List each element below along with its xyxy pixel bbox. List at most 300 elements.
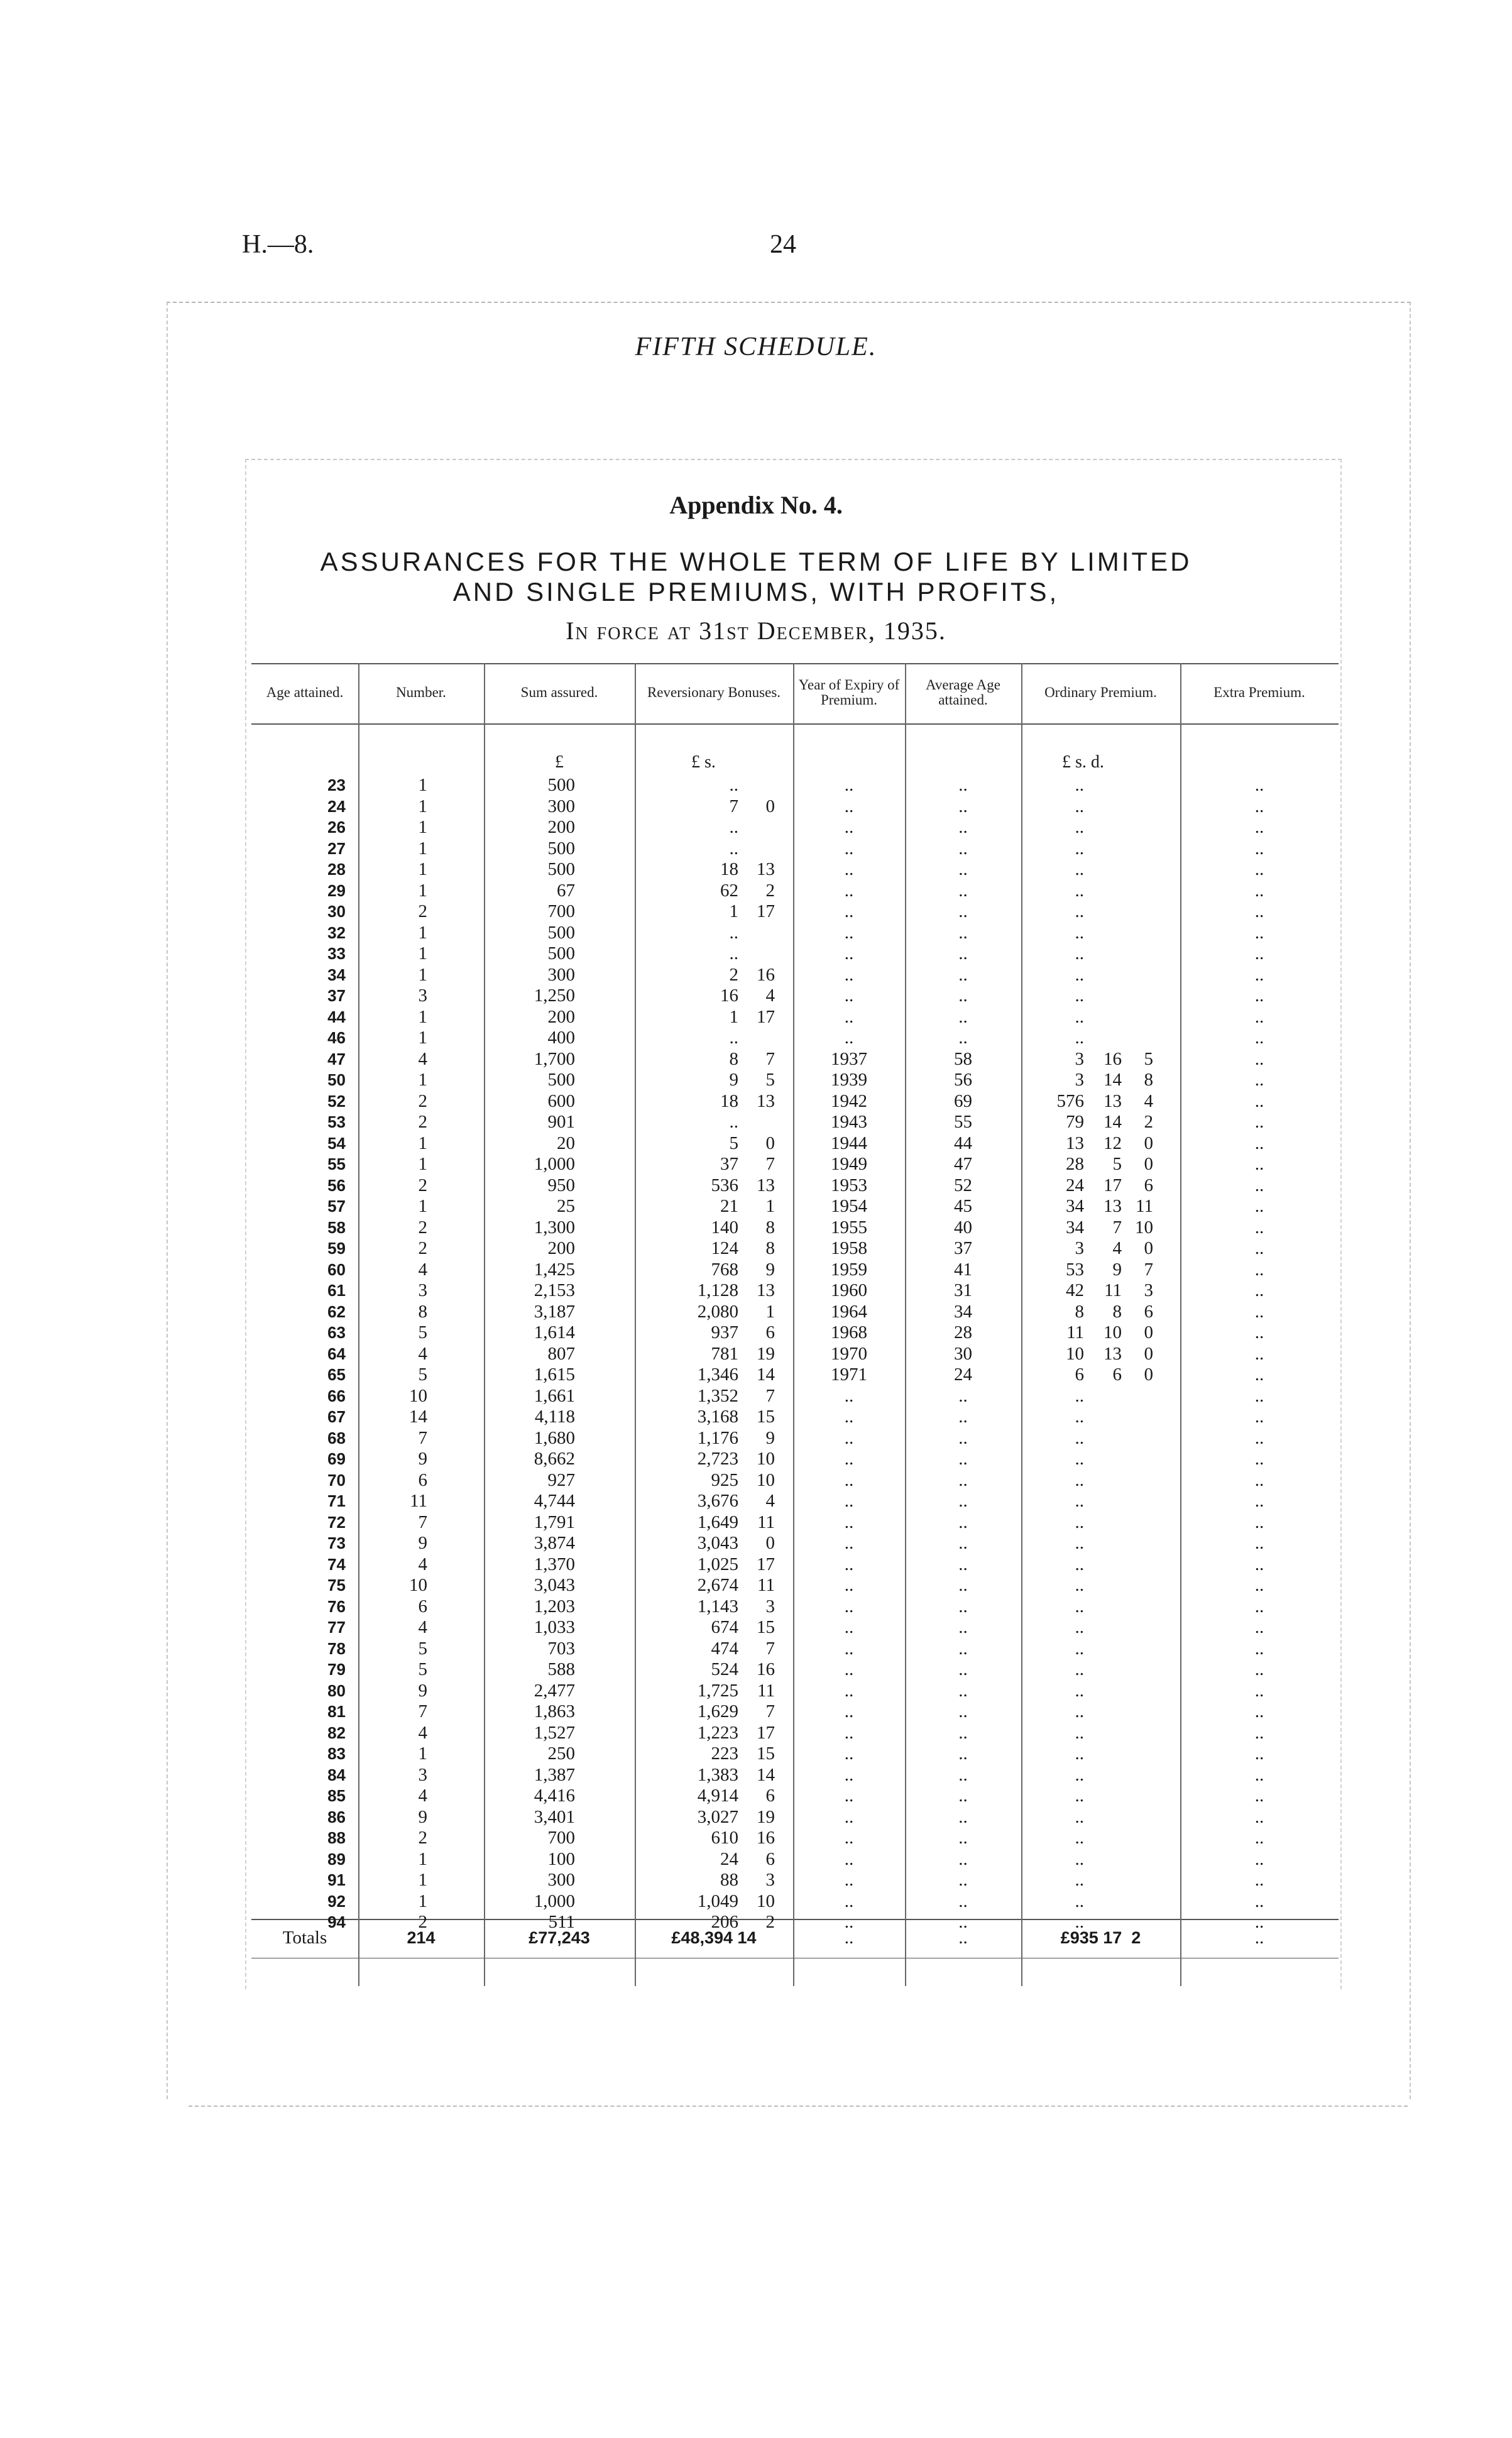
bonus-shillings-cell: 19 <box>757 1806 775 1827</box>
expiry-year-cell: .. <box>844 964 854 985</box>
bonus-pounds-cell: 524 <box>711 1659 738 1679</box>
totals-bonus: £48,394 14 <box>671 1928 757 1947</box>
number-cell: 2 <box>418 1238 427 1258</box>
totals-number: 214 <box>407 1928 436 1947</box>
table-row <box>251 1617 1339 1639</box>
extra-premium-cell: .. <box>1254 1786 1264 1806</box>
extra-premium-cell: .. <box>1254 1196 1264 1216</box>
age-cell: 91 <box>327 1870 346 1889</box>
premium-pence-cell: 0 <box>1144 1343 1153 1364</box>
bonus-shillings-cell: 2 <box>765 1912 775 1932</box>
bonus-pounds-cell: 3,676 <box>697 1491 738 1511</box>
table-row <box>251 1196 1339 1217</box>
bonus-shillings-cell: 6 <box>765 1322 775 1343</box>
extra-premium-cell: .. <box>1254 838 1264 859</box>
extra-premium-cell: .. <box>1254 1512 1264 1532</box>
bonus-pounds-cell: 781 <box>711 1343 738 1364</box>
bonus-shillings-cell: 15 <box>757 1617 775 1637</box>
extra-premium-cell: .. <box>1254 1407 1264 1427</box>
extra-premium-cell: .. <box>1254 922 1264 943</box>
bonus-pounds-cell: .. <box>729 922 738 943</box>
bonus-pounds-cell: 9 <box>729 1070 738 1090</box>
number-cell: 10 <box>409 1575 427 1595</box>
average-age-cell: .. <box>958 1722 968 1743</box>
bonus-shillings-cell: 3 <box>765 1596 775 1617</box>
number-cell: 1 <box>418 775 427 795</box>
table-row <box>251 1701 1339 1723</box>
sum-assured-cell: 3,043 <box>534 1575 575 1595</box>
number-cell: 1 <box>418 859 427 879</box>
sum-assured-cell: 4,744 <box>534 1491 575 1511</box>
bonus-shillings-cell: 14 <box>757 1365 775 1385</box>
sum-assured-cell: 300 <box>547 796 575 816</box>
average-age-cell: .. <box>958 1891 968 1911</box>
number-cell: 5 <box>418 1365 427 1385</box>
premium-pounds-cell: .. <box>1075 901 1084 921</box>
age-cell: 28 <box>327 860 346 879</box>
premium-shillings-cell: 9 <box>1112 1259 1122 1280</box>
sum-assured-cell: 588 <box>547 1659 575 1679</box>
bonus-shillings-cell: 2 <box>765 880 775 901</box>
bonus-pounds-cell: .. <box>729 838 738 859</box>
sum-assured-cell: 200 <box>547 817 575 837</box>
extra-premium-cell: .. <box>1254 1554 1264 1574</box>
number-cell: 5 <box>418 1322 427 1343</box>
premium-pounds-cell: .. <box>1075 1449 1084 1469</box>
premium-pounds-cell: .. <box>1075 1575 1084 1595</box>
number-cell: 1 <box>418 880 427 901</box>
premium-pence-cell: 7 <box>1144 1259 1153 1280</box>
expiry-year-cell: .. <box>844 838 854 859</box>
expiry-year-cell: .. <box>844 859 854 879</box>
in-force-date: In force at 31st December, 1935. <box>566 617 946 645</box>
bonus-pounds-cell: .. <box>729 817 738 837</box>
table-row <box>251 1070 1339 1091</box>
bonus-pounds-cell: 18 <box>720 859 738 879</box>
average-age-cell: .. <box>958 1764 968 1785</box>
extra-premium-cell: .. <box>1254 1238 1264 1258</box>
average-age-cell: .. <box>958 1659 968 1679</box>
bonus-shillings-cell: 15 <box>757 1407 775 1427</box>
premium-pounds-cell: 24 <box>1066 1175 1084 1195</box>
sum-assured-cell: 300 <box>547 1870 575 1890</box>
sum-assured-cell: 2,477 <box>534 1680 575 1701</box>
average-age-cell: .. <box>958 1407 968 1427</box>
sum-assured-cell: 25 <box>557 1196 575 1216</box>
bonus-shillings-cell: 0 <box>765 1133 775 1153</box>
bonus-shillings-cell: 8 <box>765 1217 775 1238</box>
age-cell: 75 <box>327 1576 346 1595</box>
bonus-shillings-cell: 3 <box>765 1870 775 1890</box>
bonus-shillings-cell: 7 <box>765 1154 775 1174</box>
average-age-cell: 28 <box>954 1322 972 1343</box>
bonus-shillings-cell: 10 <box>757 1891 775 1911</box>
age-cell: 61 <box>327 1281 346 1300</box>
bonus-shillings-cell: 4 <box>765 986 775 1006</box>
average-age-cell: 69 <box>954 1090 972 1111</box>
table-row <box>251 1238 1339 1260</box>
expiry-year-cell: 1968 <box>831 1322 867 1343</box>
sum-assured-cell: 950 <box>547 1175 575 1195</box>
bonus-shillings-cell: 10 <box>757 1449 775 1469</box>
average-age-cell: 30 <box>954 1343 972 1364</box>
bonus-pounds-cell: 937 <box>711 1322 738 1343</box>
number-cell: 1 <box>418 1743 427 1764</box>
average-age-cell: .. <box>958 986 968 1006</box>
expiry-year-cell: .. <box>844 1848 854 1869</box>
bonus-pounds-cell: 8 <box>729 1048 738 1069</box>
expiry-year-cell: 1942 <box>831 1090 867 1111</box>
col-header-sum-assured: Sum assured. <box>520 684 598 700</box>
age-cell: 69 <box>327 1449 346 1468</box>
extra-premium-cell: .. <box>1254 1828 1264 1848</box>
bonus-pounds-cell: 1 <box>729 1006 738 1027</box>
extra-premium-cell: .. <box>1254 1848 1264 1869</box>
sum-assured-cell: 250 <box>547 1743 575 1764</box>
expiry-year-cell: .. <box>844 1427 854 1448</box>
age-cell: 68 <box>327 1428 346 1447</box>
age-cell: 30 <box>327 902 346 921</box>
average-age-cell: .. <box>958 1469 968 1490</box>
expiry-year-cell: .. <box>844 796 854 816</box>
average-age-cell: .. <box>958 1028 968 1048</box>
premium-pounds-cell: 3 <box>1075 1070 1084 1090</box>
number-cell: 9 <box>418 1806 427 1827</box>
age-cell: 67 <box>327 1407 346 1426</box>
sum-assured-cell: 300 <box>547 964 575 985</box>
premium-pounds-cell: .. <box>1075 1870 1084 1890</box>
sum-assured-cell: 1,387 <box>534 1764 575 1785</box>
sum-assured-cell: 1,863 <box>534 1701 575 1721</box>
bonus-shillings-cell: 19 <box>757 1343 775 1364</box>
premium-pounds-cell: 79 <box>1066 1112 1084 1132</box>
premium-pounds-cell: .. <box>1075 1743 1084 1764</box>
premium-shillings-cell: 10 <box>1104 1322 1122 1343</box>
extra-premium-cell: .. <box>1254 1427 1264 1448</box>
table-row <box>251 1470 1339 1491</box>
sum-assured-cell: 67 <box>557 880 575 901</box>
extra-premium-cell: .. <box>1254 1638 1264 1659</box>
bonus-shillings-cell: 4 <box>765 1491 775 1511</box>
sum-assured-cell: 1,700 <box>534 1048 575 1069</box>
age-cell: 46 <box>327 1028 346 1047</box>
age-cell: 26 <box>327 818 346 837</box>
premium-pounds-cell: 28 <box>1066 1154 1084 1174</box>
sum-assured-cell: 3,874 <box>534 1533 575 1553</box>
bonus-pounds-cell: 7 <box>729 796 738 816</box>
premium-pounds-cell: .. <box>1075 1427 1084 1448</box>
premium-pounds-cell: .. <box>1075 1722 1084 1743</box>
bonus-shillings-cell: 8 <box>765 1238 775 1258</box>
table-row <box>251 1681 1339 1702</box>
expiry-year-cell: .. <box>844 1006 854 1027</box>
sum-assured-cell: 8,662 <box>534 1449 575 1469</box>
age-cell: 80 <box>327 1681 346 1700</box>
expiry-year-cell: .. <box>844 1449 854 1469</box>
page-number: 24 <box>770 230 796 259</box>
number-cell: 5 <box>418 1659 427 1679</box>
number-cell: 10 <box>409 1385 427 1406</box>
table-row <box>251 1280 1339 1302</box>
expiry-year-cell: .. <box>844 1743 854 1764</box>
bonus-shillings-cell: 13 <box>757 1280 775 1300</box>
expiry-year-cell: .. <box>844 1491 854 1511</box>
header-rule <box>251 723 1339 725</box>
premium-pounds-cell: .. <box>1075 1407 1084 1427</box>
bonus-shillings-cell: 9 <box>765 1427 775 1448</box>
bonus-pounds-cell: 124 <box>711 1238 738 1258</box>
table-row <box>251 1891 1339 1913</box>
premium-pence-cell: 10 <box>1135 1217 1153 1238</box>
extra-premium-cell: .. <box>1254 901 1264 921</box>
bonus-pounds-cell: 1 <box>729 901 738 921</box>
bonus-pounds-cell: 1,128 <box>697 1280 738 1300</box>
unit-sum: £ <box>555 752 564 772</box>
table-row <box>251 1512 1339 1534</box>
expiry-year-cell: 1959 <box>831 1259 867 1280</box>
number-cell: 2 <box>418 1112 427 1132</box>
expiry-year-cell: 1964 <box>831 1301 867 1322</box>
extra-premium-cell: .. <box>1254 1385 1264 1406</box>
age-cell: 73 <box>327 1534 346 1552</box>
sum-assured-cell: 1,250 <box>534 986 575 1006</box>
number-cell: 1 <box>418 964 427 985</box>
expiry-year-cell: 1953 <box>831 1175 867 1195</box>
bonus-pounds-cell: 62 <box>720 880 738 901</box>
age-cell: 54 <box>327 1133 346 1153</box>
expiry-year-cell: .. <box>844 1385 854 1406</box>
premium-pence-cell: 6 <box>1144 1301 1153 1322</box>
number-cell: 3 <box>418 1280 427 1300</box>
age-cell: 24 <box>327 796 346 816</box>
bonus-pounds-cell: 2,080 <box>697 1301 738 1322</box>
premium-pounds-cell: .. <box>1075 859 1084 879</box>
number-cell: 9 <box>418 1680 427 1701</box>
sum-assured-cell: 600 <box>547 1090 575 1111</box>
age-cell: 47 <box>327 1049 346 1068</box>
average-age-cell: .. <box>958 1680 968 1701</box>
premium-pounds-cell: .. <box>1075 964 1084 985</box>
unit-premium: £ s. d. <box>1062 752 1104 772</box>
number-cell: 6 <box>418 1469 427 1490</box>
premium-pence-cell: 11 <box>1136 1196 1153 1216</box>
sum-assured-cell: 500 <box>547 922 575 943</box>
expiry-year-cell: .. <box>844 1680 854 1701</box>
sum-assured-cell: 1,000 <box>534 1154 575 1174</box>
bonus-shillings-cell: 7 <box>765 1701 775 1721</box>
expiry-year-cell: .. <box>844 1469 854 1490</box>
number-cell: 1 <box>418 1848 427 1869</box>
extra-premium-cell: .. <box>1254 880 1264 901</box>
expiry-year-cell: 1955 <box>831 1217 867 1238</box>
extra-premium-cell: .. <box>1254 1259 1264 1280</box>
table-row <box>251 1849 1339 1870</box>
totals-label: Totals <box>282 1928 327 1948</box>
bonus-shillings-cell: 17 <box>757 901 775 921</box>
number-cell: 1 <box>418 1196 427 1216</box>
totals-extra: .. <box>1254 1928 1264 1948</box>
sum-assured-cell: 1,791 <box>534 1512 575 1532</box>
bonus-pounds-cell: 1,049 <box>697 1891 738 1911</box>
expiry-year-cell: .. <box>844 1028 854 1048</box>
premium-shillings-cell: 5 <box>1112 1154 1122 1174</box>
age-cell: 86 <box>327 1807 346 1826</box>
bonus-pounds-cell: 18 <box>720 1090 738 1111</box>
appendix-heading: Appendix No. 4. <box>669 491 843 519</box>
expiry-year-cell: 1943 <box>831 1112 867 1132</box>
average-age-cell: .. <box>958 796 968 816</box>
premium-pence-cell: 6 <box>1144 1175 1153 1195</box>
expiry-year-cell: .. <box>844 1828 854 1848</box>
extra-premium-cell: .. <box>1254 1533 1264 1553</box>
average-age-cell: .. <box>958 1596 968 1617</box>
average-age-cell: .. <box>958 1385 968 1406</box>
expiry-year-cell: 1971 <box>831 1365 867 1385</box>
table-row <box>251 1533 1339 1554</box>
premium-shillings-cell: 16 <box>1104 1048 1122 1069</box>
average-age-cell: .. <box>958 1870 968 1890</box>
average-age-cell: 45 <box>954 1196 972 1216</box>
totals-sum: £77,243 <box>529 1928 590 1947</box>
number-cell: 3 <box>418 986 427 1006</box>
sum-assured-cell: 700 <box>547 1828 575 1848</box>
premium-pence-cell: 4 <box>1144 1090 1153 1111</box>
average-age-cell: .. <box>958 1554 968 1574</box>
bonus-shillings-cell: 7 <box>765 1048 775 1069</box>
expiry-year-cell: 1958 <box>831 1238 867 1258</box>
table-row <box>251 1049 1339 1070</box>
totals-premium: £935 17 2 <box>1060 1928 1141 1947</box>
average-age-cell: .. <box>958 901 968 921</box>
number-cell: 1 <box>418 922 427 943</box>
extra-premium-cell: .. <box>1254 1491 1264 1511</box>
bonus-shillings-cell: 6 <box>765 1786 775 1806</box>
age-cell: 52 <box>327 1091 346 1111</box>
extra-premium-cell: .. <box>1254 986 1264 1006</box>
expiry-year-cell: 1937 <box>831 1048 867 1069</box>
premium-shillings-cell: 7 <box>1112 1217 1122 1238</box>
bonus-pounds-cell: 3,027 <box>697 1806 738 1827</box>
sum-assured-cell: 901 <box>547 1112 575 1132</box>
extra-premium-cell: .. <box>1254 943 1264 964</box>
premium-shillings-cell: 13 <box>1104 1343 1122 1364</box>
number-cell: 9 <box>418 1449 427 1469</box>
premium-pounds-cell: .. <box>1075 817 1084 837</box>
bonus-shillings-cell: 16 <box>757 1828 775 1848</box>
expiry-year-cell: .. <box>844 1512 854 1532</box>
extra-premium-cell: .. <box>1254 796 1264 816</box>
sum-assured-cell: 20 <box>557 1133 575 1153</box>
premium-shillings-cell: 13 <box>1104 1090 1122 1111</box>
bonus-pounds-cell: 1,346 <box>697 1365 738 1385</box>
extra-premium-cell: .. <box>1254 1070 1264 1090</box>
number-cell: 5 <box>418 1638 427 1659</box>
bonus-shillings-cell: 5 <box>765 1070 775 1090</box>
extra-premium-cell: .. <box>1254 1806 1264 1827</box>
expiry-year-cell: .. <box>844 1617 854 1637</box>
bonus-shillings-cell: 1 <box>765 1301 775 1322</box>
average-age-cell: .. <box>958 1828 968 1848</box>
sum-assured-cell: 1,370 <box>534 1554 575 1574</box>
average-age-cell: 44 <box>954 1133 972 1153</box>
extra-premium-cell: .. <box>1254 1680 1264 1701</box>
bonus-pounds-cell: 536 <box>711 1175 738 1195</box>
premium-pounds-cell: .. <box>1075 1848 1084 1869</box>
expiry-year-cell: .. <box>844 922 854 943</box>
average-age-cell: .. <box>958 1427 968 1448</box>
age-cell: 92 <box>327 1891 346 1911</box>
premium-shillings-cell: 4 <box>1112 1238 1122 1258</box>
number-cell: 1 <box>418 1133 427 1153</box>
number-cell: 7 <box>418 1701 427 1721</box>
sum-assured-cell: 1,680 <box>534 1427 575 1448</box>
sum-assured-cell: 1,033 <box>534 1617 575 1637</box>
number-cell: 1 <box>418 1006 427 1027</box>
average-age-cell: .. <box>958 817 968 837</box>
premium-pounds-cell: .. <box>1075 1659 1084 1679</box>
bonus-pounds-cell: 474 <box>711 1638 738 1659</box>
extra-premium-cell: .. <box>1254 1449 1264 1469</box>
bonus-pounds-cell: 1,383 <box>697 1764 738 1785</box>
extra-premium-cell: .. <box>1254 1322 1264 1343</box>
bonus-pounds-cell: 1,629 <box>697 1701 738 1721</box>
extra-premium-cell: .. <box>1254 859 1264 879</box>
number-cell: 3 <box>418 1764 427 1785</box>
premium-pounds-cell: .. <box>1075 1828 1084 1848</box>
bonus-pounds-cell: 223 <box>711 1743 738 1764</box>
age-cell: 78 <box>327 1639 346 1658</box>
sum-assured-cell: 3,187 <box>534 1301 575 1322</box>
table-row <box>251 859 1339 881</box>
premium-pounds-cell: .. <box>1075 1701 1084 1721</box>
age-cell: 34 <box>327 965 346 984</box>
expiry-year-cell: 1944 <box>831 1133 867 1153</box>
age-cell: 23 <box>327 776 346 794</box>
bonus-shillings-cell: 17 <box>757 1722 775 1743</box>
premium-pounds-cell: 11 <box>1066 1322 1084 1343</box>
expiry-year-cell: .. <box>844 1575 854 1595</box>
extra-premium-cell: .. <box>1254 1701 1264 1721</box>
average-age-cell: .. <box>958 1617 968 1637</box>
extra-premium-cell: .. <box>1254 775 1264 795</box>
sum-assured-cell: 1,000 <box>534 1891 575 1911</box>
extra-premium-cell: .. <box>1254 1006 1264 1027</box>
age-cell: 44 <box>327 1007 346 1026</box>
premium-pounds-cell: .. <box>1075 1491 1084 1511</box>
table-row <box>251 1322 1339 1344</box>
average-age-cell: .. <box>958 1491 968 1511</box>
bonus-shillings-cell: 16 <box>757 964 775 985</box>
extra-premium-cell: .. <box>1254 1133 1264 1153</box>
expiry-year-cell: .. <box>844 1870 854 1890</box>
extra-premium-cell: .. <box>1254 1280 1264 1300</box>
age-cell: 65 <box>327 1365 346 1384</box>
average-age-cell: .. <box>958 1806 968 1827</box>
table-row <box>251 1154 1339 1175</box>
table-row <box>251 1302 1339 1323</box>
premium-pence-cell: 0 <box>1144 1365 1153 1385</box>
age-cell: 32 <box>327 923 346 942</box>
expiry-year-cell: .. <box>844 1407 854 1427</box>
age-cell: 53 <box>327 1112 346 1131</box>
average-age-cell: 47 <box>954 1154 972 1174</box>
table-row <box>251 1344 1339 1365</box>
col-header-age: Age attained. <box>266 684 344 700</box>
extra-premium-cell: .. <box>1254 1575 1264 1595</box>
premium-pounds-cell: .. <box>1075 1554 1084 1574</box>
sum-assured-cell: 500 <box>547 859 575 879</box>
number-cell: 8 <box>418 1301 427 1322</box>
